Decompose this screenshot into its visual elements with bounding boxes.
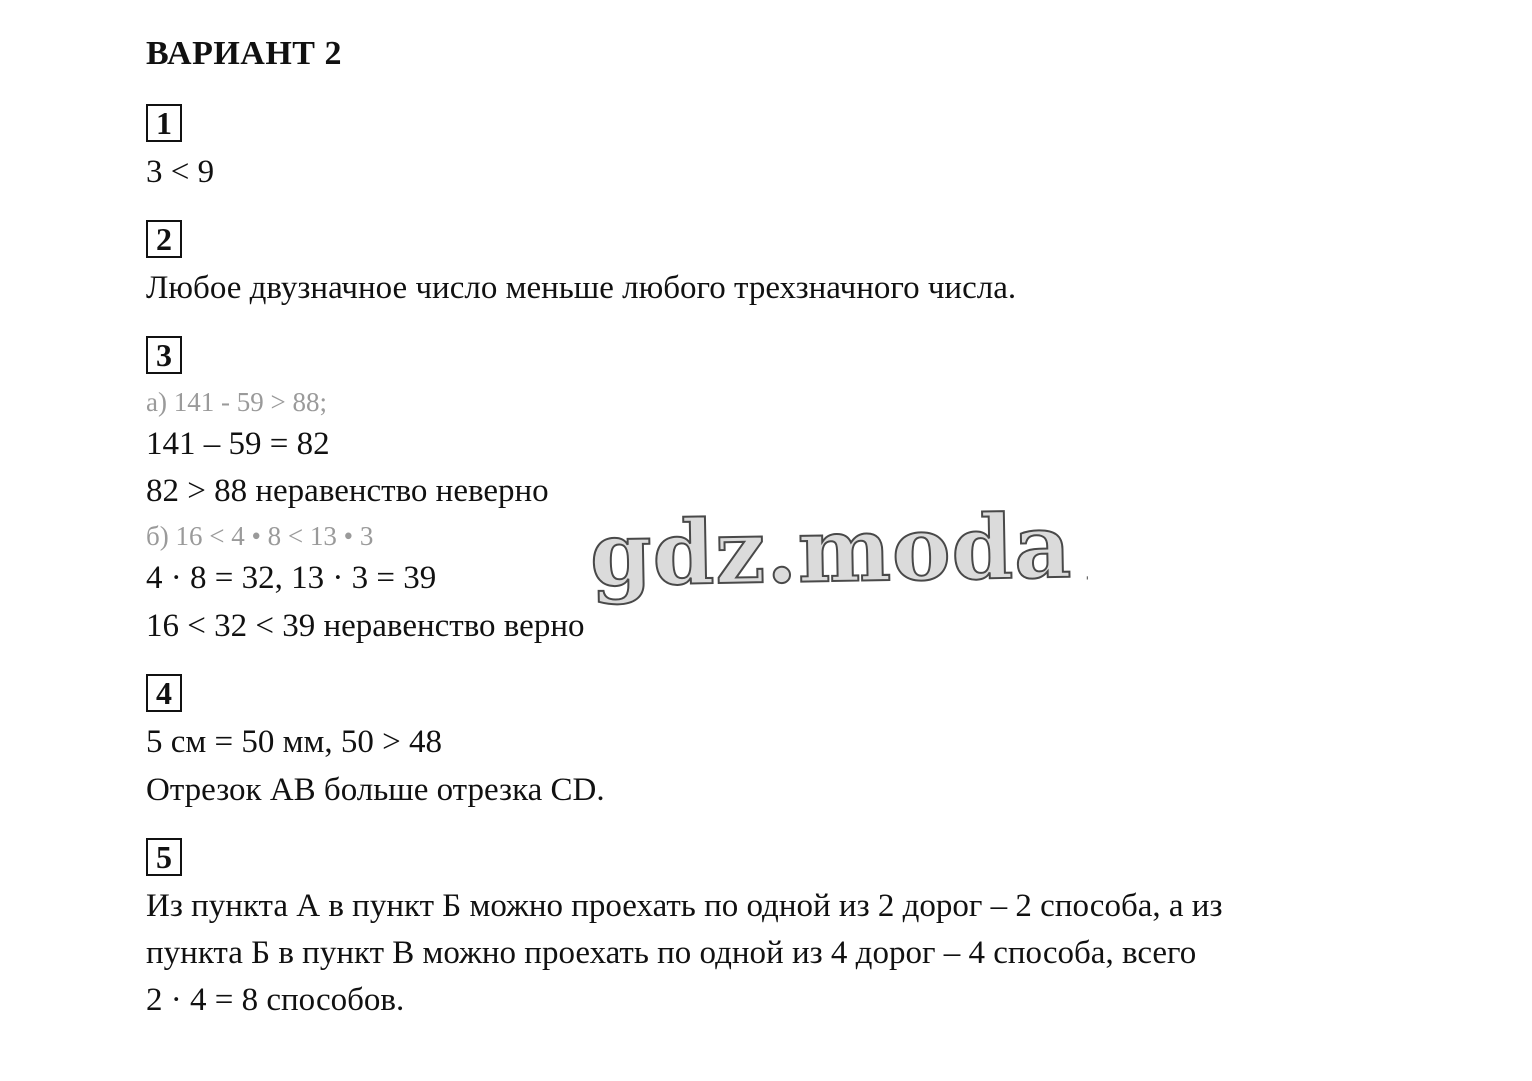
task-3-line-4: б) 16 < 4 • 8 < 13 • 3 — [146, 521, 374, 551]
task-1-number: 1 — [146, 104, 182, 142]
task-3-line-3: 82 > 88 неравенство неверно — [146, 473, 549, 509]
task-5-line-2: пункта Б в пункт В можно проехать по одной из 4 дорог – 4 способа, всего — [146, 935, 1197, 971]
task-5-line-1: Из пункта А в пункт Б можно проехать по одной из 2 дорог – 2 способа, а из — [146, 888, 1223, 924]
stray-mark-decoration: ˌ — [1084, 558, 1091, 580]
task-3-line-5: 4 · 8 = 32, 13 · 3 = 39 — [146, 560, 437, 596]
task-4-line-2: Отрезок АВ больше отрезка CD. — [146, 772, 605, 808]
variant-title: ВАРИАНТ 2 — [146, 35, 342, 72]
task-3-line-1: а) 141 - 59 > 88; — [146, 387, 327, 417]
task-2-line-1: Любое двузначное число меньше любого трехзначного числа. — [146, 270, 1017, 306]
task-5-number: 5 — [146, 838, 182, 876]
task-4-line-1: 5 см = 50 мм, 50 > 48 — [146, 724, 443, 760]
watermark-logo: gdz.moda — [589, 493, 1073, 607]
task-3-line-6: 16 < 32 < 39 неравенство верно — [146, 608, 585, 644]
task-1-line-1: 3 < 9 — [146, 154, 215, 190]
task-3-line-2: 141 – 59 = 82 — [146, 426, 330, 462]
task-3-number: 3 — [146, 336, 182, 374]
task-2-number: 2 — [146, 220, 182, 258]
task-5-line-3: 2 · 4 = 8 способов. — [146, 982, 405, 1018]
task-4-number: 4 — [146, 674, 182, 712]
